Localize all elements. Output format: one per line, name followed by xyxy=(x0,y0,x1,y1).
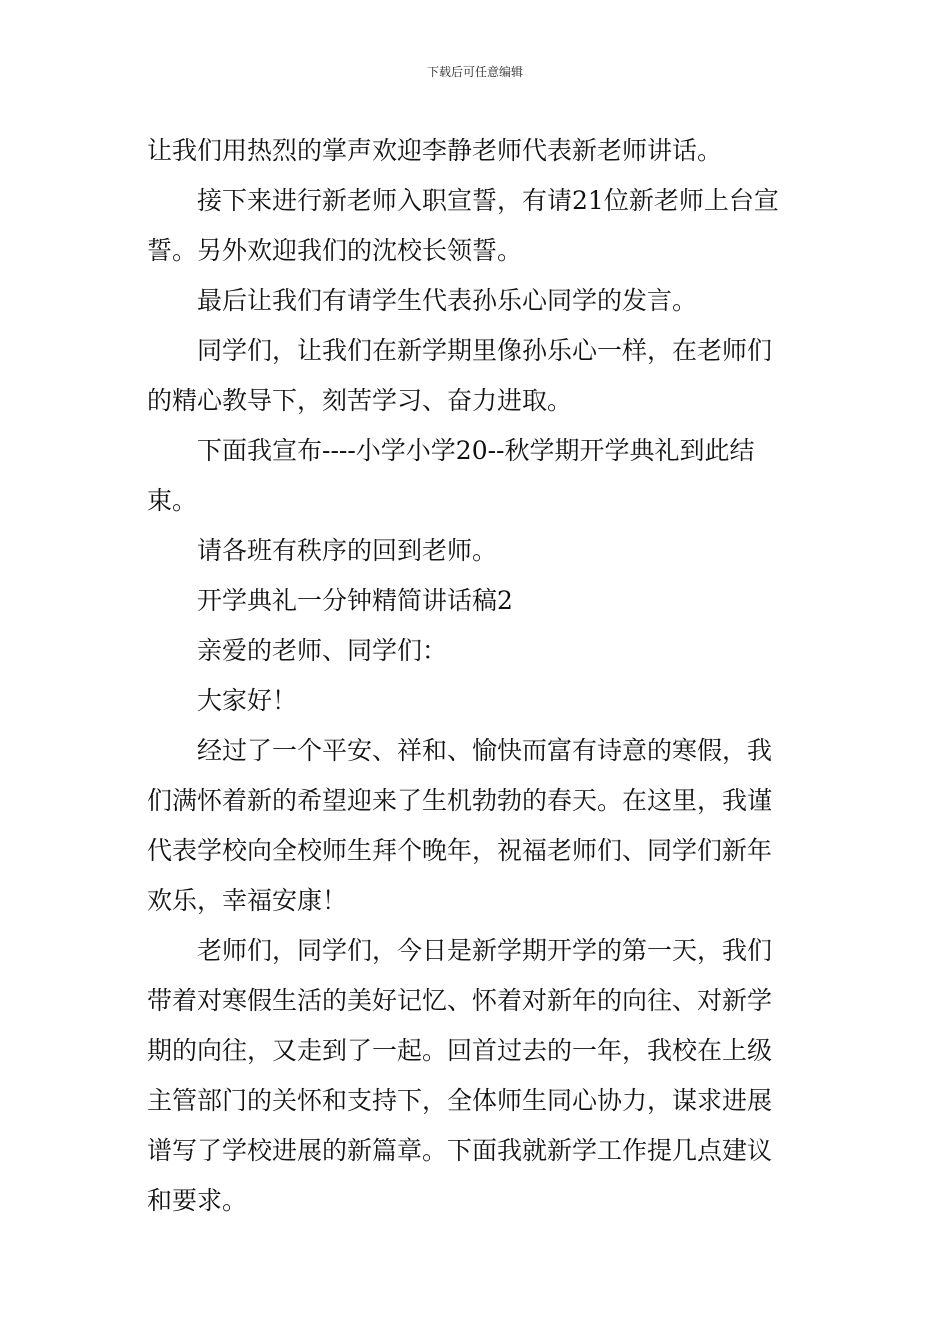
text-line: 欢乐，幸福安康！ xyxy=(147,886,348,915)
text-line: 同学们，让我们在新学期里像孙乐心一样，在老师们 xyxy=(197,336,773,365)
text-line: 带着对寒假生活的美好记忆、怀着对新年的向往、对新学 xyxy=(147,986,773,1015)
text-line: 束。 xyxy=(147,486,198,515)
text-line: 请各班有秩序的回到老师。 xyxy=(197,536,498,565)
text-line: 下面我宣布----小学小学20--秋学期开学典礼到此结 xyxy=(197,436,755,465)
page-header-note: 下载后可任意编辑 xyxy=(426,65,523,79)
text-line: 的精心教导下，刻苦学习、奋力进取。 xyxy=(147,386,573,415)
text-line: 最后让我们有请学生代表孙乐心同学的发言。 xyxy=(197,286,698,315)
text-line: 老师们，同学们，今日是新学期开学的第一天，我们 xyxy=(197,936,773,965)
text-line: 让我们用热烈的掌声欢迎李静老师代表新老师讲话。 xyxy=(147,136,723,165)
text-line: 大家好！ xyxy=(197,686,298,715)
text-line: 亲爱的老师、同学们： xyxy=(197,636,448,665)
document-body xyxy=(147,126,807,1226)
text-line: 誓。另外欢迎我们的沈校长领誓。 xyxy=(147,236,523,265)
text-line: 谱写了学校进展的新篇章。下面我就新学工作提几点建议 xyxy=(147,1136,773,1165)
section-title: 开学典礼一分钟精简讲话稿2 xyxy=(197,586,513,615)
text-line: 经过了一个平安、祥和、愉快而富有诗意的寒假，我 xyxy=(197,736,773,765)
text-line: 们满怀着新的希望迎来了生机勃勃的春天。在这里，我谨 xyxy=(147,786,773,815)
text-line: 代表学校向全校师生拜个晚年，祝福老师们、同学们新年 xyxy=(147,836,773,865)
text-line: 接下来进行新老师入职宣誓，有请21位新老师上台宣 xyxy=(197,186,779,215)
text-line: 和要求。 xyxy=(147,1186,248,1215)
text-line: 期的向往，又走到了一起。回首过去的一年，我校在上级 xyxy=(147,1036,773,1065)
text-line: 主管部门的关怀和支持下，全体师生同心协力，谋求进展 xyxy=(147,1086,773,1115)
